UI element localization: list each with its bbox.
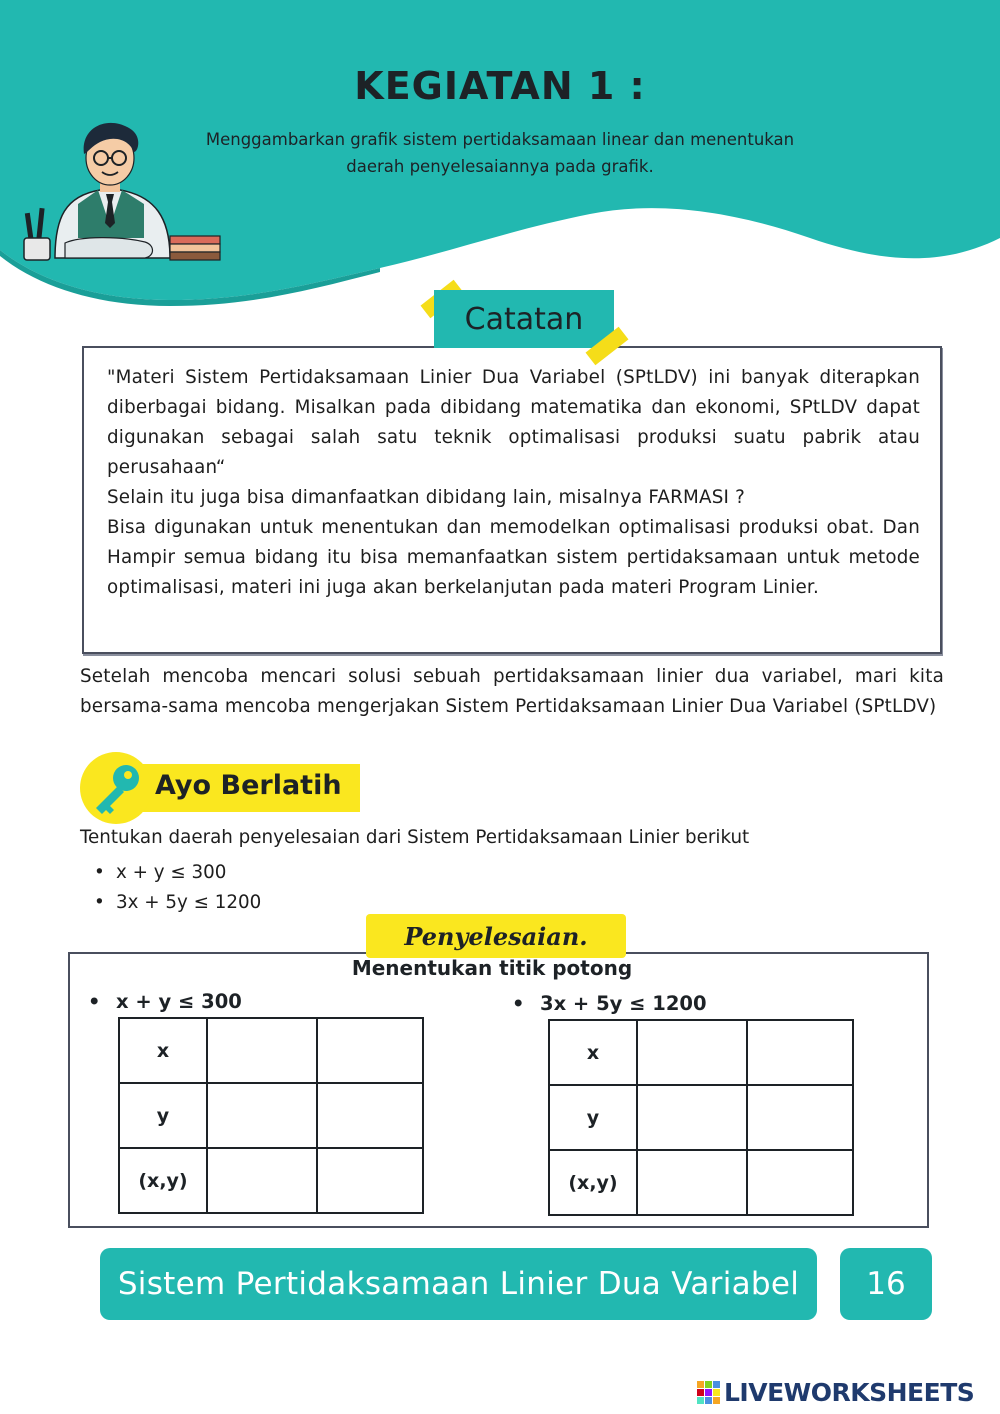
key-icon (88, 760, 146, 818)
subtitle-line-1: Menggambarkan grafik sistem pertidaksamaan linear dan menentukan (205, 130, 795, 149)
row-header-y: y (549, 1085, 637, 1150)
answer-cell[interactable] (207, 1148, 317, 1213)
catatan-text (107, 363, 920, 603)
row-header-y: y (119, 1083, 207, 1148)
intercept-table-2 (548, 1019, 854, 1216)
answer-input[interactable] (748, 1153, 852, 1213)
subtitle-line-2: daerah penyelesaiannya pada grafik. (346, 157, 654, 176)
row-header-x: x (119, 1018, 207, 1083)
answer-cell[interactable] (747, 1150, 853, 1215)
answer-cell[interactable] (747, 1085, 853, 1150)
row-header-xy: (x,y) (549, 1150, 637, 1215)
liveworksheets-text: LIVEWORKSHEETS (724, 1378, 975, 1407)
page-number: 16 (840, 1248, 932, 1320)
catatan-paragraph-1: "Materi Sistem Pertidaksamaan Linier Dua Variabel (SPtLDV) ini banyak diterapkan diberbagai bidang. Misalkan pada dibidang matematika dan ekonomi, SPtLDV dapat digunakan sebagai salah satu teknik optimalisasi produksi suatu pabrik atau perusahaan“ (107, 367, 920, 478)
inequality-item-2: • 3x + 5y ≤ 1200 (92, 888, 261, 918)
answer-input[interactable] (208, 1021, 316, 1081)
equation-2-label (512, 992, 707, 1015)
answer-cell[interactable] (637, 1150, 747, 1215)
footer-banner: Sistem Pertidaksamaan Linier Dua Variabel (100, 1248, 817, 1320)
equation-1-text: x + y ≤ 300 (116, 990, 242, 1013)
intercept-table-1 (118, 1017, 424, 1214)
table-row (119, 1148, 423, 1213)
answer-input[interactable] (208, 1151, 316, 1211)
catatan-tag: Catatan (434, 290, 614, 348)
answer-input[interactable] (638, 1153, 746, 1213)
answer-input[interactable] (748, 1088, 852, 1148)
answer-input[interactable] (318, 1151, 422, 1211)
page-subtitle (150, 126, 850, 180)
row-header-xy: (x,y) (119, 1148, 207, 1213)
task-instruction: Tentukan daerah penyelesaian dari Sistem Pertidaksamaan Linier berikut (80, 827, 750, 848)
answer-cell[interactable] (317, 1083, 423, 1148)
answer-cell[interactable] (207, 1083, 317, 1148)
catatan-paragraph-2: Selain itu juga bisa dimanfaatkan dibidang lain, misalnya FARMASI ? (107, 487, 746, 508)
table-row (119, 1018, 423, 1083)
liveworksheets-logo[interactable] (697, 1378, 974, 1407)
answer-input[interactable] (318, 1086, 422, 1146)
answer-cell[interactable] (317, 1018, 423, 1083)
liveworksheets-icon (697, 1381, 721, 1405)
table-row (549, 1150, 853, 1215)
row-header-x: x (549, 1020, 637, 1085)
answer-input[interactable] (208, 1086, 316, 1146)
table-row (549, 1020, 853, 1085)
equation-2-text: 3x + 5y ≤ 1200 (540, 992, 707, 1015)
answer-input[interactable] (638, 1023, 746, 1083)
table-row (549, 1085, 853, 1150)
answer-input[interactable] (318, 1021, 422, 1081)
answer-input[interactable] (638, 1088, 746, 1148)
answer-input[interactable] (748, 1023, 852, 1083)
inequality-list (92, 858, 261, 918)
ayo-berlatih-label: Ayo Berlatih (155, 770, 342, 801)
page-title: KEGIATAN 1 : (354, 64, 646, 108)
answer-cell[interactable] (637, 1085, 747, 1150)
solution-heading: Menentukan titik potong (351, 956, 633, 980)
intro-paragraph: Setelah mencoba mencari solusi sebuah pertidaksamaan linier dua variabel, mari kita bersama-sama mencoba mengerjakan Sistem Pertidaksamaan Linier Dua Variabel (SPtLDV) (80, 666, 944, 717)
bullet-icon: • (512, 992, 525, 1015)
bullet-icon: • (88, 990, 101, 1013)
teacher-illustration (20, 118, 230, 268)
equation-1-label (88, 990, 242, 1013)
answer-cell[interactable] (317, 1148, 423, 1213)
penyelesaian-tag: Penyelesaian. (366, 914, 626, 958)
catatan-paragraph-3: Bisa digunakan untuk menentukan dan memodelkan optimalisasi produksi obat. Dan Hampir semua bidang itu bisa memanfaatkan sistem pertidaksamaan untuk metode optimalisasi, materi ini juga akan berkelanjutan pada materi Program Linier. (107, 517, 920, 598)
inequality-item-1: • x + y ≤ 300 (92, 858, 261, 888)
answer-cell[interactable] (747, 1020, 853, 1085)
answer-cell[interactable] (207, 1018, 317, 1083)
answer-cell[interactable] (637, 1020, 747, 1085)
table-row (119, 1083, 423, 1148)
